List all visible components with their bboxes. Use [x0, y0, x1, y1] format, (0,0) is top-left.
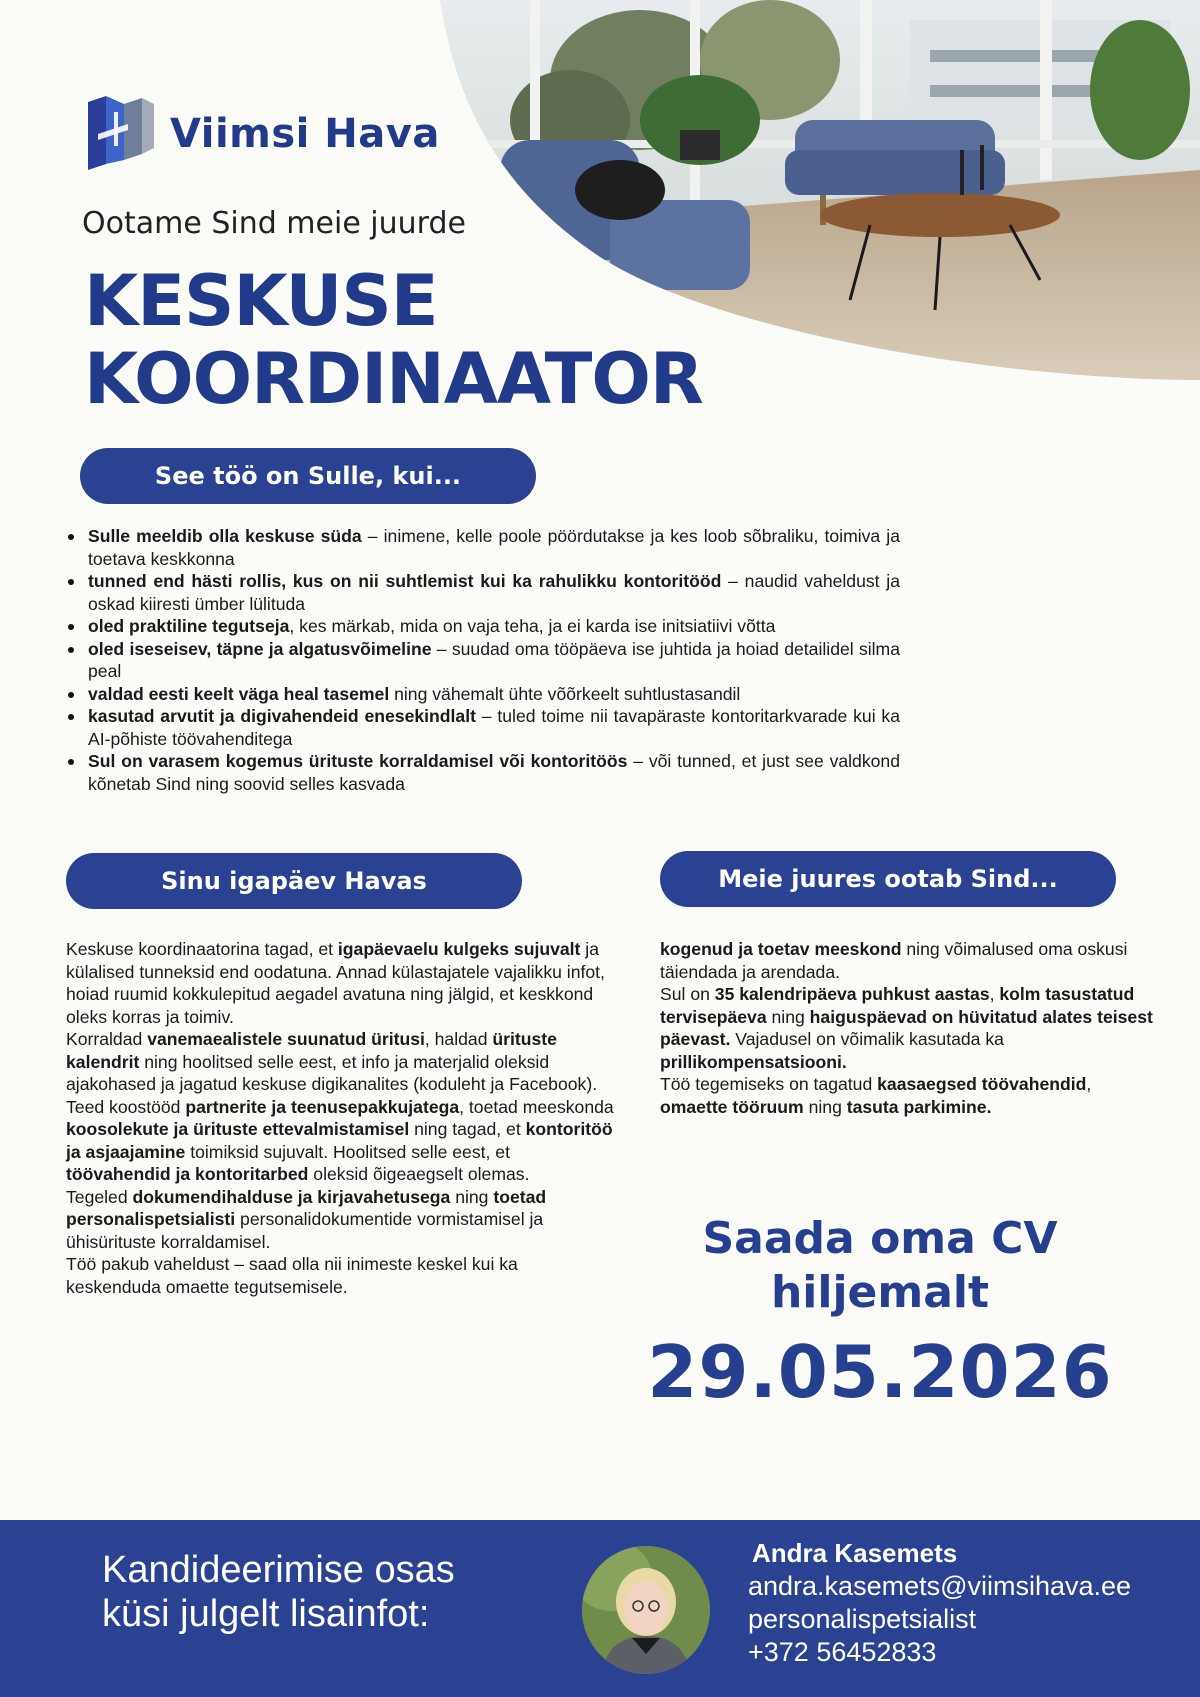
daily-paragraph: [66, 1096, 616, 1186]
benefit-highlight: prillikompensatsiooni.: [660, 1051, 847, 1072]
daily-highlight: vanemaealistele suunatud üritusi: [147, 1029, 425, 1049]
daily-text: Keskuse koordinaatorina tagad, et: [66, 939, 338, 959]
benefit-paragraph: [660, 938, 1160, 983]
application-deadline: 29.05.2026: [647, 1330, 1113, 1414]
footer-line1: Kandideerimise osas: [102, 1549, 455, 1591]
job-title: [84, 262, 703, 418]
benefit-highlight: kolm tasustatud tervisepäeva: [660, 984, 1135, 1027]
daily-text: Korraldad: [66, 1029, 148, 1049]
daily-text: oleksid õigeaegselt olemas.: [308, 1164, 530, 1184]
benefit-highlight: haiguspäevad on hüvitatud alates teisest päevast.: [660, 1006, 1153, 1049]
footer-line2: küsi julgelt lisainfot:: [102, 1593, 430, 1635]
footer-prompt: [102, 1548, 562, 1636]
tagline: Ootame Sind meie juurde: [82, 206, 466, 241]
requirement-highlight: oled iseseisev, täpne ja algatusvõimeline: [88, 638, 432, 659]
benefit-text: ning võimalused oma oskusi täiendada ja arendada.: [660, 939, 1128, 982]
daily-text: Töö pakub vaheldust – saad olla nii inimeste keskel kui ka keskenduda omaette tegutsemisele.: [66, 1254, 518, 1297]
benefit-text: Vajadusel on võimalik kasutada ka: [730, 1029, 1004, 1049]
section-heading-benefits: Meie juures ootab Sind...: [660, 851, 1116, 907]
benefits-description: [660, 938, 1160, 1118]
daily-text: ning hoolitsed selle eest, et info ja materjalid oleksid ajakohased ja jagatud keskuse digikanalites (koduleht ja Facebook).: [66, 1051, 598, 1094]
requirement-text: – naudid vaheldust ja oskad kiiresti ümber lülituda: [88, 571, 900, 614]
daily-description: [66, 938, 616, 1298]
daily-text: personalidokumentide vormistamisel ja ühisürituste korraldamisel.: [66, 1209, 544, 1252]
person-photo-icon: [582, 1546, 710, 1674]
cta-line1: Saada oma CV: [702, 1213, 1058, 1264]
requirement-text: – inimene, kelle poole pöördutakse ja kes loob sõbraliku, toimiva ja toetava keskkonna: [88, 526, 900, 569]
benefit-paragraph: [660, 1073, 1160, 1118]
daily-paragraph: [66, 938, 616, 1028]
requirement-item: [88, 750, 900, 795]
contact-email[interactable]: andra.kasemets@viimsihava.ee: [748, 1571, 1132, 1601]
benefit-highlight: tasuta parkimine.: [846, 1096, 992, 1117]
section-heading-daily: Sinu igapäev Havas: [66, 853, 522, 909]
requirement-item: [88, 525, 900, 570]
requirement-item: [88, 683, 900, 706]
daily-text: ja külalised tunneksid end oodatuna. Annad külastajatele vajalikku infot, hoiad ruumid kokkulepitud aegadel avatuna ning jälgid, et keskkond oleks korras ja toimiv.: [66, 939, 605, 1027]
daily-highlight: partnerite ja teenusepakkujatega: [185, 1096, 460, 1117]
cta-line2: hiljemalt: [770, 1267, 990, 1318]
daily-highlight: toetad personalispetsialisti: [66, 1186, 547, 1229]
daily-paragraph: [66, 1186, 616, 1254]
daily-highlight: igapäevaelu kulgeks sujuvalt: [337, 939, 581, 959]
benefit-text: ning: [803, 1096, 847, 1117]
requirement-item: [88, 638, 900, 683]
brand-name: Viimsi Hava: [170, 111, 440, 157]
daily-text: , toetad meeskonda: [459, 1096, 614, 1117]
daily-text: Teed koostööd: [66, 1096, 186, 1117]
contact-phone[interactable]: +372 56452833: [748, 1637, 937, 1667]
requirement-highlight: oled praktiline tegutseja: [88, 616, 290, 636]
building-logo-icon: [84, 94, 156, 174]
daily-paragraph: [66, 1253, 616, 1298]
daily-highlight: koosolekute ja ürituste ettevalmistamisel: [66, 1119, 410, 1139]
contact-avatar: [582, 1546, 710, 1674]
daily-highlight: ürituste kalendrit: [66, 1029, 557, 1072]
daily-highlight: dokumendihalduse ja kirjavahetusega: [132, 1186, 451, 1207]
requirement-highlight: kasutad arvutit ja digivahendeid enesekindlalt: [88, 706, 476, 726]
contact-details: [748, 1536, 1188, 1669]
requirement-highlight: tunned end hästi rollis, kus on nii suhtlemist kui ka rahulikku kontoritööd: [88, 571, 722, 591]
contact-role: personalispetsialist: [748, 1604, 977, 1634]
requirement-item: [88, 705, 900, 750]
requirement-highlight: valdad eesti keelt väga heal tasemel: [88, 683, 390, 704]
requirement-text: ning vähemalt ühte võõrkeelt suhtlustasandil: [389, 683, 741, 704]
requirement-text: – suudad oma tööpäeva ise juhtida ja hoiad detailidel silma peal: [88, 638, 901, 681]
daily-text: Tegeled: [66, 1186, 133, 1207]
daily-text: , haldad: [424, 1029, 493, 1049]
benefit-text: ,: [989, 984, 1000, 1004]
benefit-text: ,: [1086, 1074, 1092, 1094]
benefit-text: Töö tegemiseks on tagatud: [660, 1074, 878, 1094]
benefit-highlight: 35 kalendripäeva puhkust aastas: [714, 984, 990, 1004]
contact-name: Andra Kasemets: [752, 1538, 958, 1568]
requirement-text: – tuled toime nii tavapäraste kontoritarkvarade kui ka AI-põhiste töövahenditega: [88, 706, 901, 749]
job-title-line2: KOORDINAATOR: [84, 338, 703, 420]
requirement-item: [88, 570, 900, 615]
brand-logo: [84, 94, 440, 174]
daily-text: ning: [450, 1186, 494, 1207]
requirement-text: – või tunned, et just see valdkond kõnetab Sind ning soovid selles kasvada: [88, 751, 900, 794]
section-heading-requirements: See töö on Sulle, kui...: [80, 448, 536, 504]
daily-highlight: kontoritöö ja asjaajamine: [66, 1119, 613, 1162]
daily-text: toimiksid sujuvalt. Hoolitsed selle eest, et: [185, 1141, 510, 1162]
job-title-line1: KESKUSE: [84, 260, 438, 342]
benefit-highlight: kogenud ja toetav meeskond: [660, 939, 902, 959]
daily-text: ning tagad, et: [409, 1119, 526, 1139]
apply-call-to-action: [640, 1212, 1120, 1320]
requirement-item: [88, 615, 900, 638]
daily-highlight: töövahendid ja kontoritarbed: [66, 1164, 309, 1184]
benefit-highlight: kaasaegsed töövahendid: [877, 1074, 1087, 1094]
daily-paragraph: [66, 1028, 616, 1096]
requirement-highlight: Sul on varasem kogemus ürituste korraldamisel või kontoritöös: [88, 751, 628, 771]
benefit-text: ning: [766, 1006, 810, 1027]
requirement-highlight: Sulle meeldib olla keskuse süda: [88, 526, 362, 546]
footer: [0, 1520, 1200, 1697]
benefit-text: Sul on: [660, 984, 715, 1004]
benefit-highlight: omaette tööruum: [660, 1096, 804, 1117]
requirements-list: [88, 525, 900, 795]
requirement-text: , kes märkab, mida on vaja teha, ja ei karda ise initsiatiivi võtta: [289, 616, 776, 636]
benefit-paragraph: [660, 983, 1160, 1073]
